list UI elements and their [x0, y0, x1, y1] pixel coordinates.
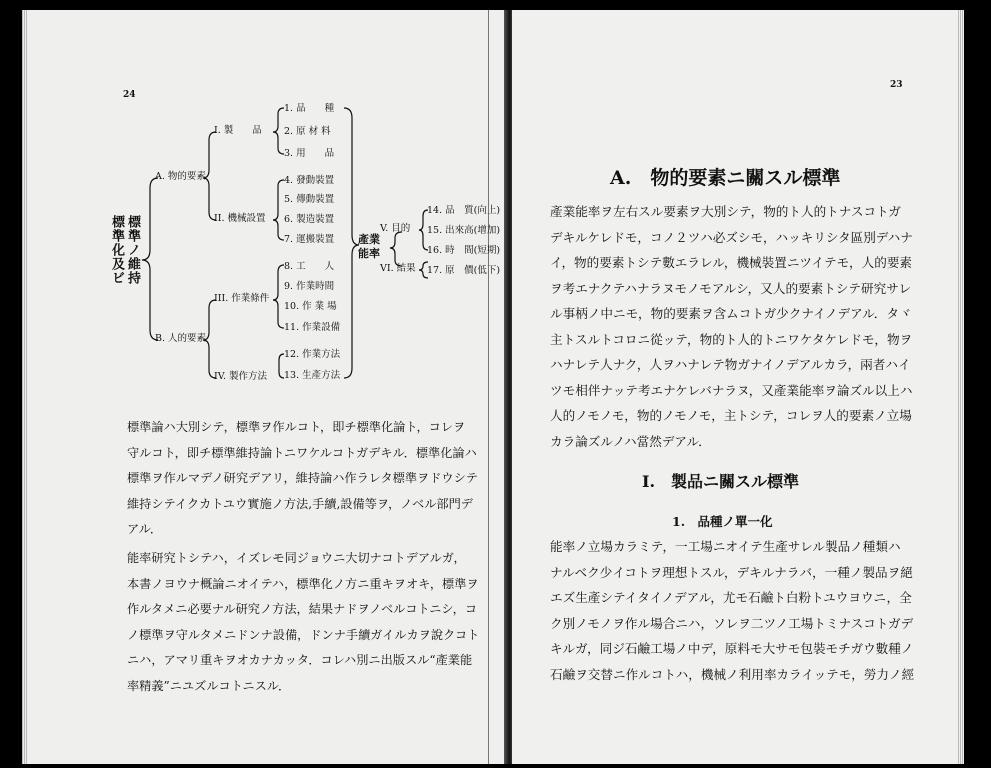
right-paragraph-1	[550, 199, 948, 454]
page-title: A. 物的要素ニ關スル標準	[610, 167, 841, 189]
outcome-17: 17. 原 價(低下)	[427, 265, 501, 276]
item-1: 1. 品 種	[284, 103, 335, 114]
item-6: 6. 製造裝置	[284, 214, 335, 225]
text-line: 標準論ハ大別シテ，標準ヲ作ルコト，即チ標準化論ト，コレヲ	[127, 420, 466, 434]
text-line: ノ標準ヲ守ルタメニドンナ設備，ドンナ手續ガイルカヲ說クコト	[127, 627, 480, 642]
item-12: 12. 作業方法	[284, 349, 341, 360]
sub-3-label: III. 作業條件	[214, 293, 270, 304]
left-paragraph-1	[127, 415, 502, 543]
text-line: 標準ヲ作ルマデノ研究デアリ，維持論ハ作ラレタ標準ヲドウシテ	[127, 471, 478, 485]
text-line: 能率ノ立場カラミテ，一工場ニオイテ生產サレル製品ノ種類ハ	[550, 539, 901, 554]
text-line: 能率研究トシテハ，イズレモ同ジョウニ大切ナコトデアルガ，	[127, 551, 466, 565]
sub-2-label: II. 機械設置	[214, 213, 266, 224]
left-paragraph-2	[127, 546, 502, 699]
text-line: 人的ノモノモ，物的ノモノモ，主トシテ，コレヲ人的要素ノ立場	[550, 408, 912, 423]
item-9: 9. 作業時間	[284, 281, 335, 292]
text-line: 守ルコト，即チ標準維持論トニワケルコトガデキル．標準化論ハ	[127, 445, 477, 460]
page-number-left: 24	[123, 90, 136, 100]
text-line: 維持シテイクカトユウ實施ノ方法,手續,設備等ヲ，ノベル部門デ	[127, 496, 473, 511]
center-label-line1: 產業	[358, 233, 380, 246]
item-11: 11. 作業設備	[284, 322, 341, 333]
text-line: エズ生產シテイタイノデアル，尤モ石鹼ト白粉トユウヨウニ，全	[550, 590, 912, 605]
text-line: カラ論ズルノハ當然デアル．	[550, 433, 711, 449]
section-heading: I. 製品ニ關スル標準	[642, 472, 800, 491]
text-line: 率精義”ニユズルコトニスル．	[127, 678, 291, 693]
text-line: ハナレテ人ナク，人ヲハナレテ物ガナイノデアルカラ，兩者ハイ	[550, 357, 911, 372]
text-line: キルガ，同ジ石鹼工場ノ中デ，原料モ大サモ包裝モチガウ數種ノ	[550, 641, 914, 656]
outcome-16: 16. 時 間(短期)	[427, 245, 501, 256]
sub-1-label: I. 製 品	[214, 125, 262, 136]
text-line: ヲ考エナクテハナラヌモノモアルシ，又人的要素トシテ研究サレ	[550, 280, 912, 296]
text-line: ク別ノモノヲ作ル場合ニハ，ソレヲ二ツノ工場トミナスコトガデ	[550, 615, 914, 631]
text-line: 產業能率ヲ左右スル要素ヲ大別シテ，物的ト人的トナスコトガ	[550, 204, 901, 219]
text-line: ニハ，アマリ重キヲオカナカッタ．コレハ別ニ出版スル“產業能	[127, 653, 473, 667]
page-edge-right	[958, 10, 964, 764]
item-3: 3. 用 品	[284, 148, 335, 159]
item-10: 10. 作 業 場	[284, 301, 337, 312]
item-8: 8. 工 人	[284, 261, 335, 272]
right-paragraph-2	[550, 534, 948, 687]
item-13: 13. 生產方法	[284, 370, 341, 381]
sub-4-label: IV. 製作方法	[214, 371, 267, 382]
item-4: 4. 發動裝置	[284, 175, 335, 186]
text-line: ル事柄ノ中ニモ，物的要素ヲ含ムコトガ少クナイノデアル．タヾ	[550, 306, 912, 321]
text-line: 主トスルトコロニ從ッテ，物的ト人的トニワケタケレドモ，物ヲ	[550, 331, 913, 347]
text-line: ナルベク少イコトヲ理想トスル，デキルナラバ，一種ノ製品ヲ絕	[550, 564, 913, 580]
page-number-right: 23	[890, 80, 903, 90]
outcome-15: 15. 出來高(增加)	[427, 225, 501, 236]
center-label-line2: 能率	[358, 247, 380, 260]
sub-heading: 1. 品種ノ單一化	[672, 514, 773, 529]
group-b-label: B. 人的要素	[155, 333, 207, 344]
left-page	[22, 10, 508, 764]
diagram-root-line2: 標準ノ維持	[125, 215, 140, 285]
text-line: アル．	[127, 522, 163, 536]
text-line: 石鹼ヲ交替ニ作ルコトハ，機械ノ利用率カライッテモ，勞力ノ經	[550, 666, 915, 682]
group-a-label: A. 物的要素	[155, 171, 206, 182]
outcome-14: 14. 品 質(向上)	[427, 205, 501, 216]
text-line: イ，物的要素トシテ數エラレル，機械裝置ニツイテモ，人的要素	[550, 255, 913, 270]
result-label: VI. 結果	[380, 263, 416, 274]
item-5: 5. 傳動裝置	[284, 194, 335, 205]
text-line: ツモ相伴ナッテ考エナケレバナラヌ，又產業能率ヲ論ズル以上ハ	[550, 382, 913, 398]
item-2: 2. 原 材 料	[284, 126, 331, 137]
text-line: 本書ノヨウナ概論ニオイテハ，標準化ノ方ニ重キヲオキ，標準ヲ	[127, 576, 479, 591]
diagram-root-line1: 標準化及ビ	[109, 215, 124, 285]
right-page	[512, 10, 964, 764]
item-7: 7. 運搬裝置	[284, 234, 335, 245]
text-line: 作ルタメニ必要ナル研究ノ方法，結果ナドヲノベルコトニシ，コ	[127, 602, 478, 616]
purpose-label: V. 目的	[380, 223, 411, 234]
text-line: デキルケレドモ，コノ２ツハ必ズシモ，ハッキリシタ區別デハナ	[550, 229, 913, 245]
